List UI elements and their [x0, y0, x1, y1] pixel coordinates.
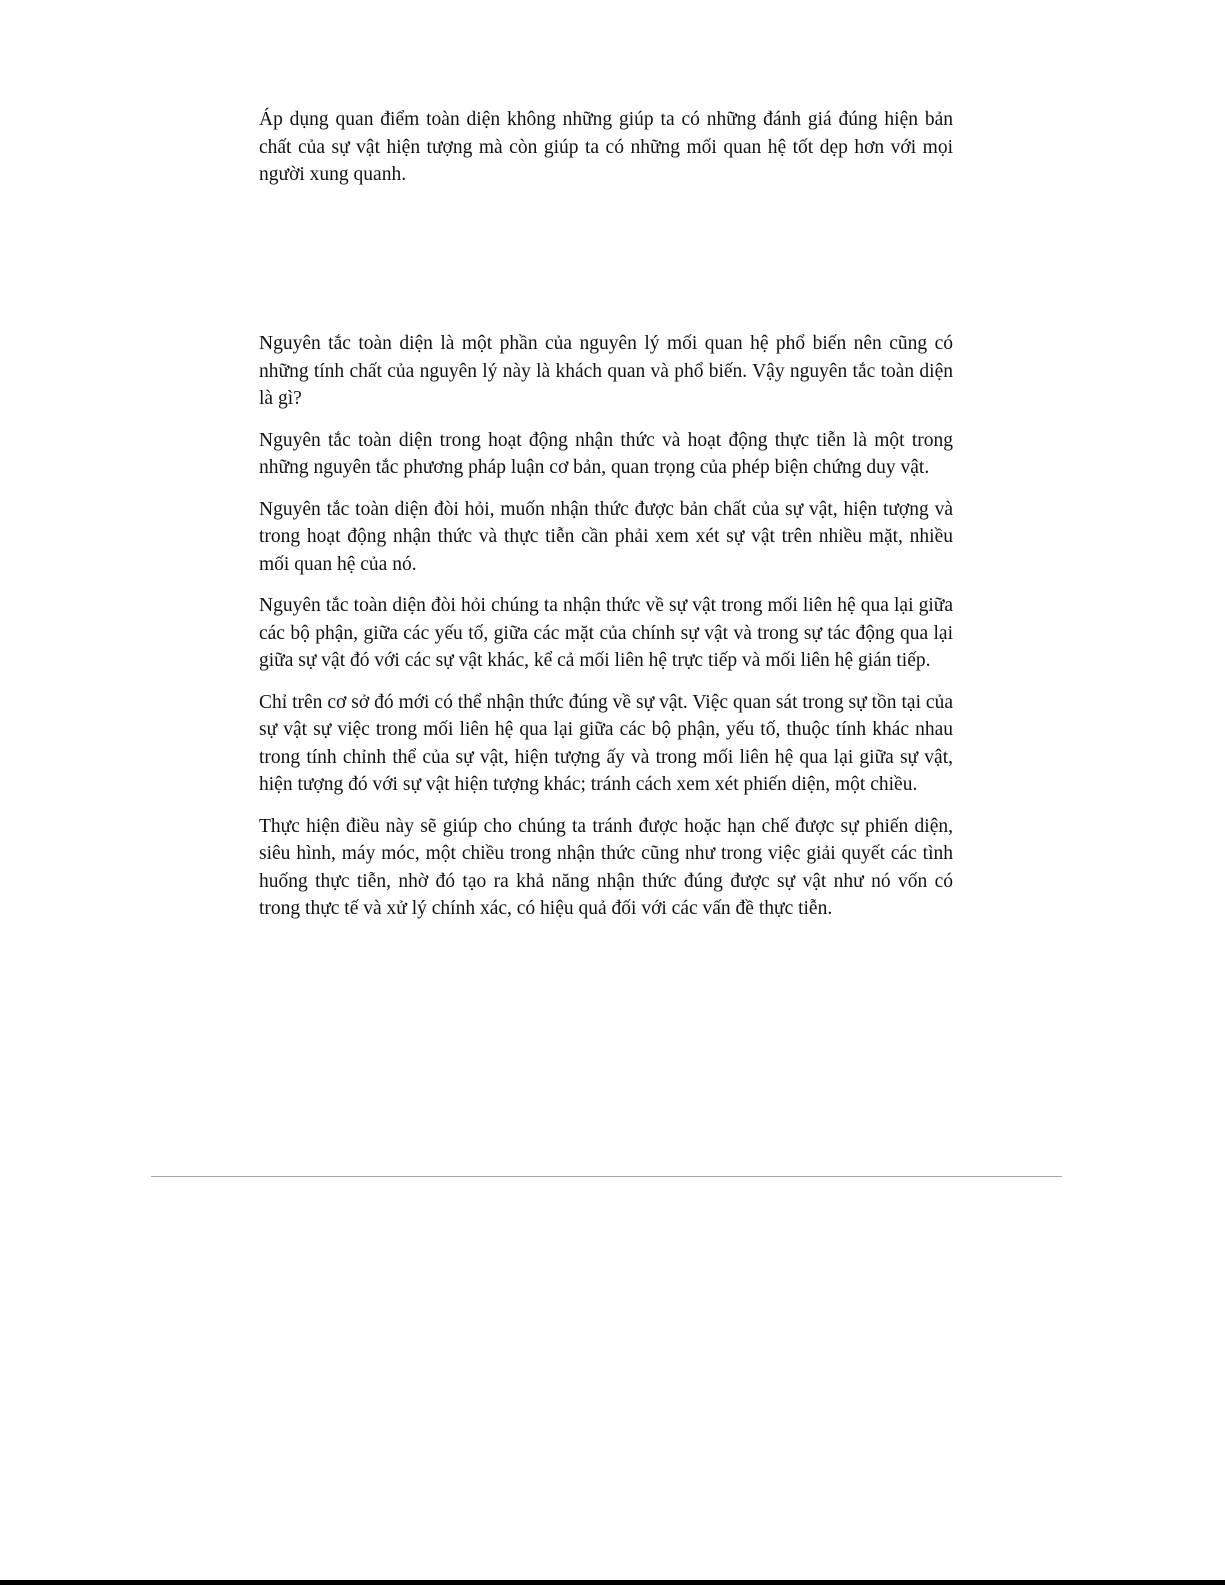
intro-text-block: [259, 106, 953, 189]
paragraph-foundation: Chỉ trên cơ sở đó mới có thể nhận thức đúng về sự vật. Việc quan sát trong sự tồn tại của sự vật sự việc trong mối liên hệ qua lại giữa các bộ phận, yếu tố, thuộc tính khác nhau trong tính chỉnh thể của sự vật, hiện tượng ấy và trong mối liên hệ qua lại giữa sự vật, hiện tượng đó với sự vật hiện tượng khác; tránh cách xem xét phiến diện, một chiều.: [259, 691, 953, 795]
paragraph-definition: Nguyên tắc toàn diện là một phần của nguyên lý mối quan hệ phổ biến nên cũng có những tính chất của nguyên lý này là khách quan và phổ biến. Vậy nguyên tắc toàn diện là gì?: [259, 333, 953, 409]
page-divider: [151, 1176, 1062, 1177]
main-text-block: [259, 330, 953, 937]
paragraph-interrelations: Nguyên tắc toàn diện đòi hỏi chúng ta nhận thức về sự vật trong mối liên hệ qua lại giữa các bộ phận, giữa các yếu tố, giữa các mặt của chính sự vật và trong sự tác động qua lại giữa sự vật đó với các sự vật khác, kể cả mối liên hệ trực tiếp và mối liên hệ gián tiếp.: [259, 595, 953, 671]
paragraph-requirements: Nguyên tắc toàn diện đòi hỏi, muốn nhận thức được bản chất của sự vật, hiện tượng và trong hoạt động nhận thức và thực tiễn cần phải xem xét sự vật trên nhiều mặt, nhiều mối quan hệ của nó.: [259, 498, 953, 575]
bottom-edge-bar: [0, 1580, 1225, 1585]
paragraph-methodology: Nguyên tắc toàn diện trong hoạt động nhận thức và hoạt động thực tiễn là một trong những nguyên tắc phương pháp luận cơ bản, quan trọng của phép biện chứng duy vật.: [259, 429, 953, 478]
intro-paragraph: Áp dụng quan điểm toàn diện không những giúp ta có những đánh giá đúng hiện bản chất của sự vật hiện tượng mà còn giúp ta có những mối quan hệ tốt dẹp hơn với mọi người xung quanh.: [259, 109, 953, 185]
paragraph-benefits: Thực hiện điều này sẽ giúp cho chúng ta tránh được hoặc hạn chế được sự phiến diện, siêu hình, máy móc, một chiều trong nhận thức cũng như trong việc giải quyết các tình huống thực tiễn, nhờ đó tạo ra khả năng nhận thức đúng được sự vật như nó vốn có trong thực tế và xử lý chính xác, có hiệu quả đối với các vấn đề thực tiễn.: [259, 815, 953, 919]
